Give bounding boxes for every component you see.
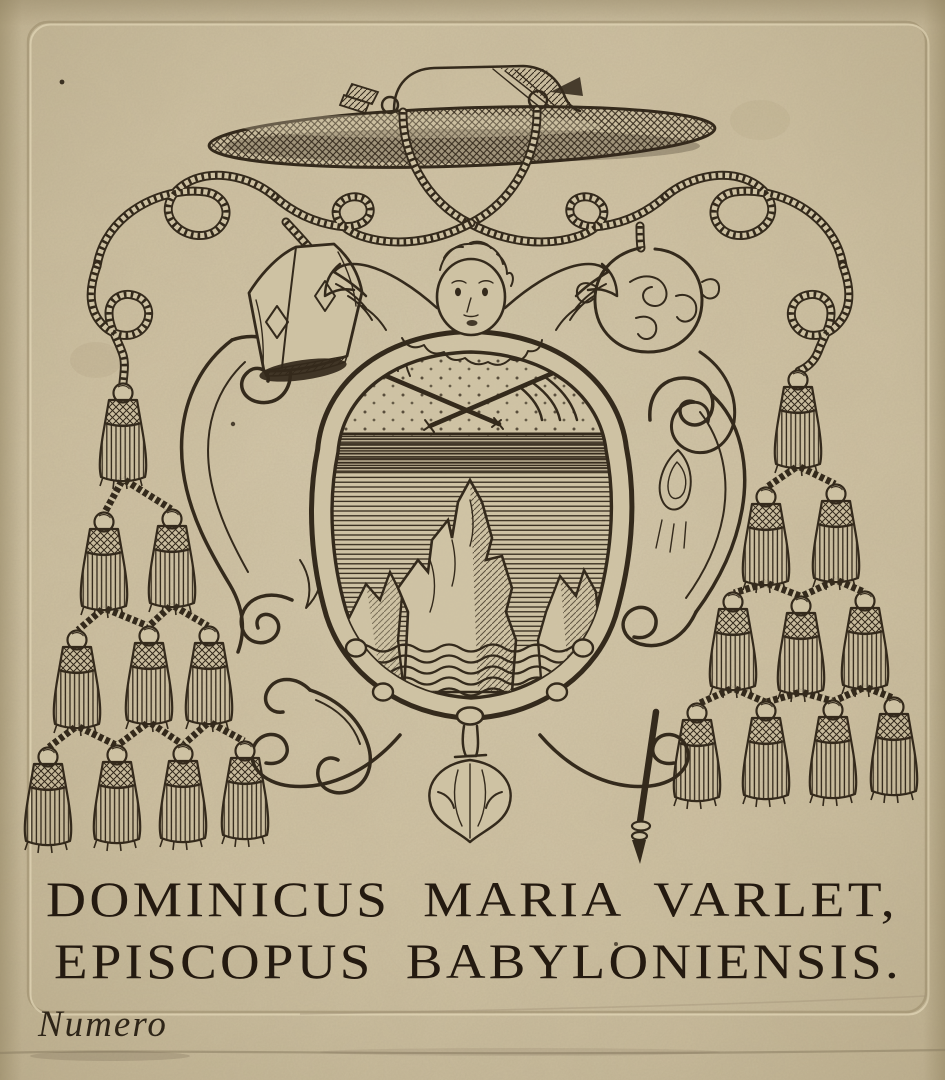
edge-shadow-right [923,0,945,1080]
caption-line-1: DOMINICUS MARIA VARLET, [46,871,898,927]
handwritten-numero: Numero [38,1004,168,1045]
edge-shadow-left [0,0,22,1080]
cartouche-shield [320,338,620,725]
pendant-knob [457,708,483,725]
edge-shadow-top [0,0,945,26]
sea-dark-band [325,436,615,472]
caption-line-2: EPISCOPUS BABYLONIENSIS. [54,933,902,989]
